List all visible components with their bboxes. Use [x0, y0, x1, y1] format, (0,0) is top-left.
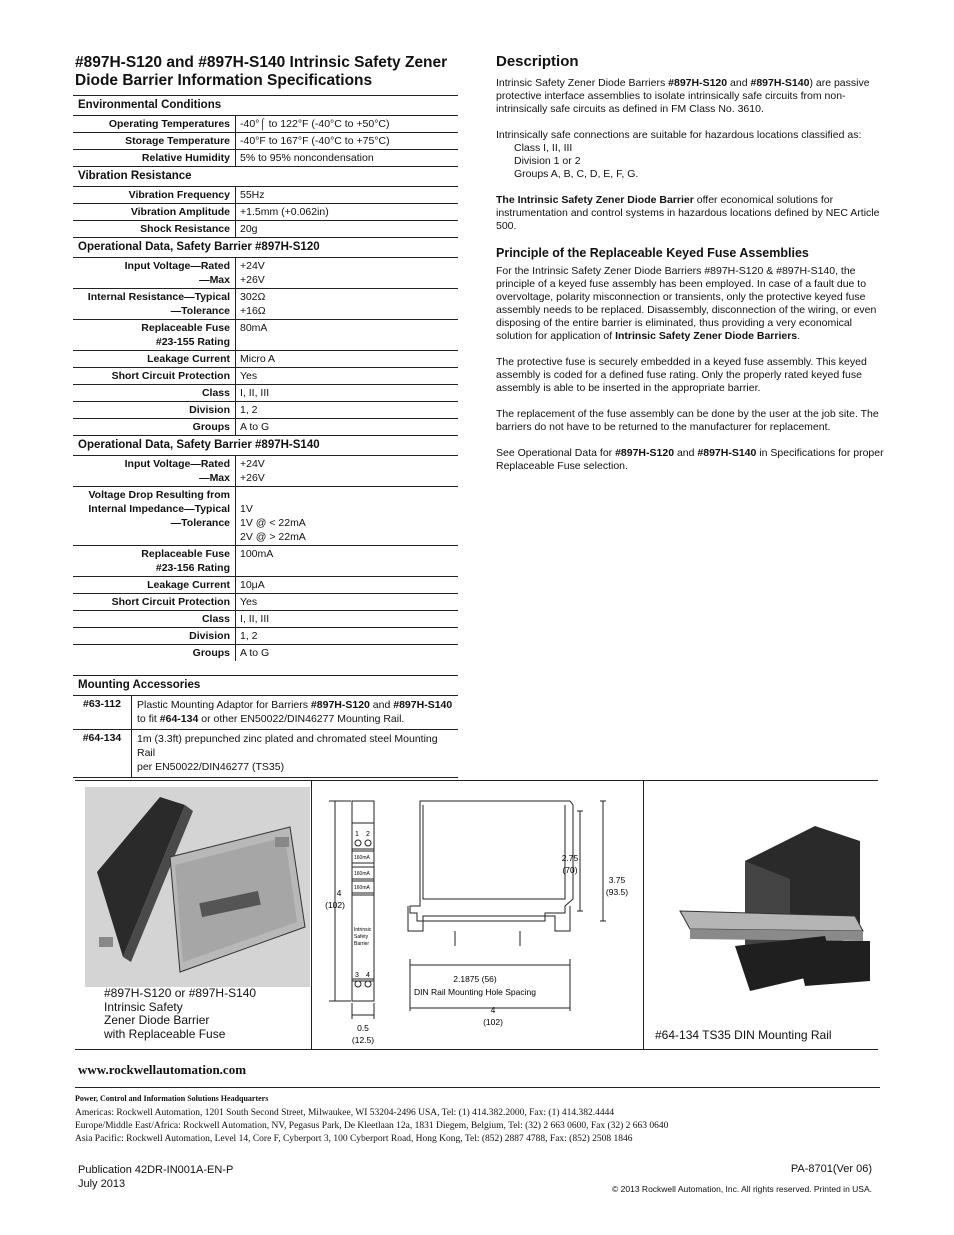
principle-paragraph: The replacement of the fuse assembly can be done by the user at the job site. The barriers do not have to be returned to the manufacturer for replacement.: [496, 408, 879, 433]
description-section: [496, 55, 884, 246]
specifications-table: [73, 95, 458, 661]
svg-text:2.75: 2.75: [561, 853, 579, 863]
table-row: Relative Humidity 5% to 95% noncondensation: [73, 150, 458, 167]
svg-text:160mA: 160mA: [354, 871, 370, 877]
figures-panel: [75, 780, 878, 1050]
table-row: Leakage Current Micro A: [73, 351, 458, 368]
address-block: Americas: Rockwell Automation, 1201 South Second Street, Milwaukee, WI 53204-2496 USA, Tel: (1) 414.382.2000, Fax: (1) 414.382.4444 Europe/Middle East/Africa: Rockwell Automation, NV, Pegasus Park, De Kleetlaan 12a, 1831 Diegem, Belgium, Tel: (32) 2 663 0600, Fax (32) 2 663 0640 Asia Pacific: Rockwell Automation, Level 14, Core F, Cyberport 3, 100 Cyberport Road, Hong Kong, Tel: (852) 2887 4788, Fax: (852) 2508 1846: [75, 1108, 669, 1144]
table-row: Leakage Current 10μA: [73, 577, 458, 594]
principle-paragraph: The protective fuse is securely embedded in a keyed fuse assembly. This keyed assembly is coded for a defined fuse rating. Only the properly rated keyed fuse assembly is able to be inserted in the appropriate barrier.: [496, 356, 867, 394]
barrier-photo: [85, 787, 310, 987]
svg-text:4: 4: [336, 888, 342, 898]
table-row: Input Voltage—Rated —Max +24V +26V: [73, 258, 458, 289]
svg-text:DIN Rail Mounting Hole Spacing: DIN Rail Mounting Hole Spacing: [414, 987, 536, 997]
svg-text:Barrier: Barrier: [354, 941, 370, 947]
table-row: Internal Resistance—Typical —Tolerance 302Ω +16Ω: [73, 289, 458, 320]
table-row: Short Circuit Protection Yes: [73, 368, 458, 385]
copyright: © 2013 Rockwell Automation, Inc. All rights reserved. Printed in USA.: [612, 1184, 872, 1194]
table-row: Shock Resistance 20g: [73, 221, 458, 238]
table-row: Division 1, 2: [73, 628, 458, 645]
table-row: Short Circuit Protection Yes: [73, 594, 458, 611]
barrier-caption: #897H-S120 or #897H-S140 Intrinsic Safety Zener Diode Barrier with Replaceable Fuse: [104, 986, 257, 1041]
page-title: #897H-S120 and #897H-S140 Intrinsic Safety Zener Diode Barrier Information Specifications: [75, 54, 448, 89]
svg-text:(70): (70): [562, 865, 578, 875]
principle-paragraph: For the Intrinsic Safety Zener Diode Barriers #897H-S120 & #897H-S140, the principle of a keyed fuse assembly has been employed. In case of a fault due to overvoltage, polarity misconnection or transients, only the protective keyed fuse assembly needs to be replaced. Disassembly, disconnection of the wiring, or even disposing of the entire barrier is eliminated, thus providing a very economical solution for application of Intrinsic Safety Zener Diode Barriers.: [496, 265, 877, 342]
pa-number: PA-8701(Ver 06): [790, 1163, 872, 1175]
table-row: Class I, II, III: [73, 385, 458, 402]
table-row: Replaceable Fuse #23-155 Rating 80mA: [73, 320, 458, 351]
table-row: Groups A to G: [73, 645, 458, 662]
svg-text:Intrinsic: Intrinsic: [354, 927, 372, 933]
mount-header: Mounting Accessories: [73, 676, 458, 696]
description-paragraph: Intrinsic Safety Zener Diode Barriers #897H-S120 and #897H-S140) are passive protective interface assemblies to isolate intrinsically safe circuits from non-intrinsically safe circuits as defined in FM Class No. 3610.: [496, 77, 870, 115]
description-paragraph: Intrinsically safe connections are suitable for hazardous locations classified as: Class I, II, III Division 1 or 2 Groups A, B, C, D, E, F, G.: [496, 129, 862, 180]
table-row: #64-134 1m (3.3ft) prepunched zinc plated and chromated steel Mounting Rail per EN50022/DIN46277 (TS35): [73, 730, 458, 778]
principle-section: [496, 247, 884, 486]
svg-text:0.5: 0.5: [357, 1023, 369, 1033]
rail-caption: #64-134 TS35 DIN Mounting Rail: [655, 1028, 832, 1042]
table-row: Voltage Drop Resulting from Internal Impedance—Typical —Tolerance 1V 1V @ < 22mA 2V @ > 22mA: [73, 487, 458, 546]
svg-text:2: 2: [366, 831, 370, 838]
env-header: Environmental Conditions: [73, 96, 458, 116]
svg-text:4: 4: [366, 972, 370, 979]
principle-heading: Principle of the Replaceable Keyed Fuse Assemblies: [496, 246, 809, 260]
table-row: #63-112 Plastic Mounting Adaptor for Barriers #897H-S120 and #897H-S140 to fit #64-134 or other EN50022/DIN46277 Mounting Rail.: [73, 696, 458, 730]
svg-text:2.1875 (56): 2.1875 (56): [453, 974, 497, 984]
svg-text:(12.5): (12.5): [351, 1035, 375, 1045]
table-row: Input Voltage—Rated —Max +24V +26V: [73, 456, 458, 487]
table-row: Vibration Amplitude +1.5mm (+0.062in): [73, 204, 458, 221]
rail-photo: [675, 821, 875, 1006]
svg-text:1: 1: [355, 831, 359, 838]
description-heading: Description: [496, 53, 579, 70]
svg-text:(93.5): (93.5): [605, 887, 629, 897]
table-row: Division 1, 2: [73, 402, 458, 419]
table-row: Groups A to G: [73, 419, 458, 436]
svg-text:160mA: 160mA: [354, 885, 370, 891]
hq-label: Power, Control and Information Solutions Headquarters: [75, 1094, 269, 1103]
svg-text:3.75: 3.75: [608, 875, 626, 885]
table-row: Class I, II, III: [73, 611, 458, 628]
description-paragraph: The Intrinsic Safety Zener Diode Barrier offer economical solutions for instrumentation and control systems in hazardous locations defined by NEC Article 500.: [496, 194, 880, 232]
table-row: Vibration Frequency 55Hz: [73, 187, 458, 204]
mounting-accessories-table: [73, 675, 458, 778]
publication-info: Publication 42DR-IN001A-EN-P July 2013: [78, 1164, 234, 1190]
table-row: Storage Temperature -40°F to 167°F (-40°C to +75°C): [73, 133, 458, 150]
vib-header: Vibration Resistance: [73, 167, 458, 187]
svg-text:3: 3: [355, 972, 359, 979]
svg-text:(102): (102): [483, 1017, 503, 1027]
website-url[interactable]: www.rockwellautomation.com: [78, 1062, 247, 1077]
dimension-drawing: [315, 781, 641, 1049]
s120-header: Operational Data, Safety Barrier #897H-S120: [73, 238, 458, 258]
principle-paragraph: See Operational Data for #897H-S120 and #897H-S140 in Specifications for proper Replaceable Fuse selection.: [496, 447, 884, 472]
table-row: Replaceable Fuse #23-156 Rating 100mA: [73, 546, 458, 577]
table-row: Operating Temperatures -40°⌠ to 122°F (-40°C to +50°C): [73, 116, 458, 133]
svg-text:4: 4: [490, 1005, 496, 1015]
s140-header: Operational Data, Safety Barrier #897H-S140: [73, 436, 458, 456]
svg-text:(102): (102): [325, 900, 345, 910]
svg-text:160mA: 160mA: [354, 855, 370, 861]
svg-text:Safety: Safety: [354, 934, 369, 940]
